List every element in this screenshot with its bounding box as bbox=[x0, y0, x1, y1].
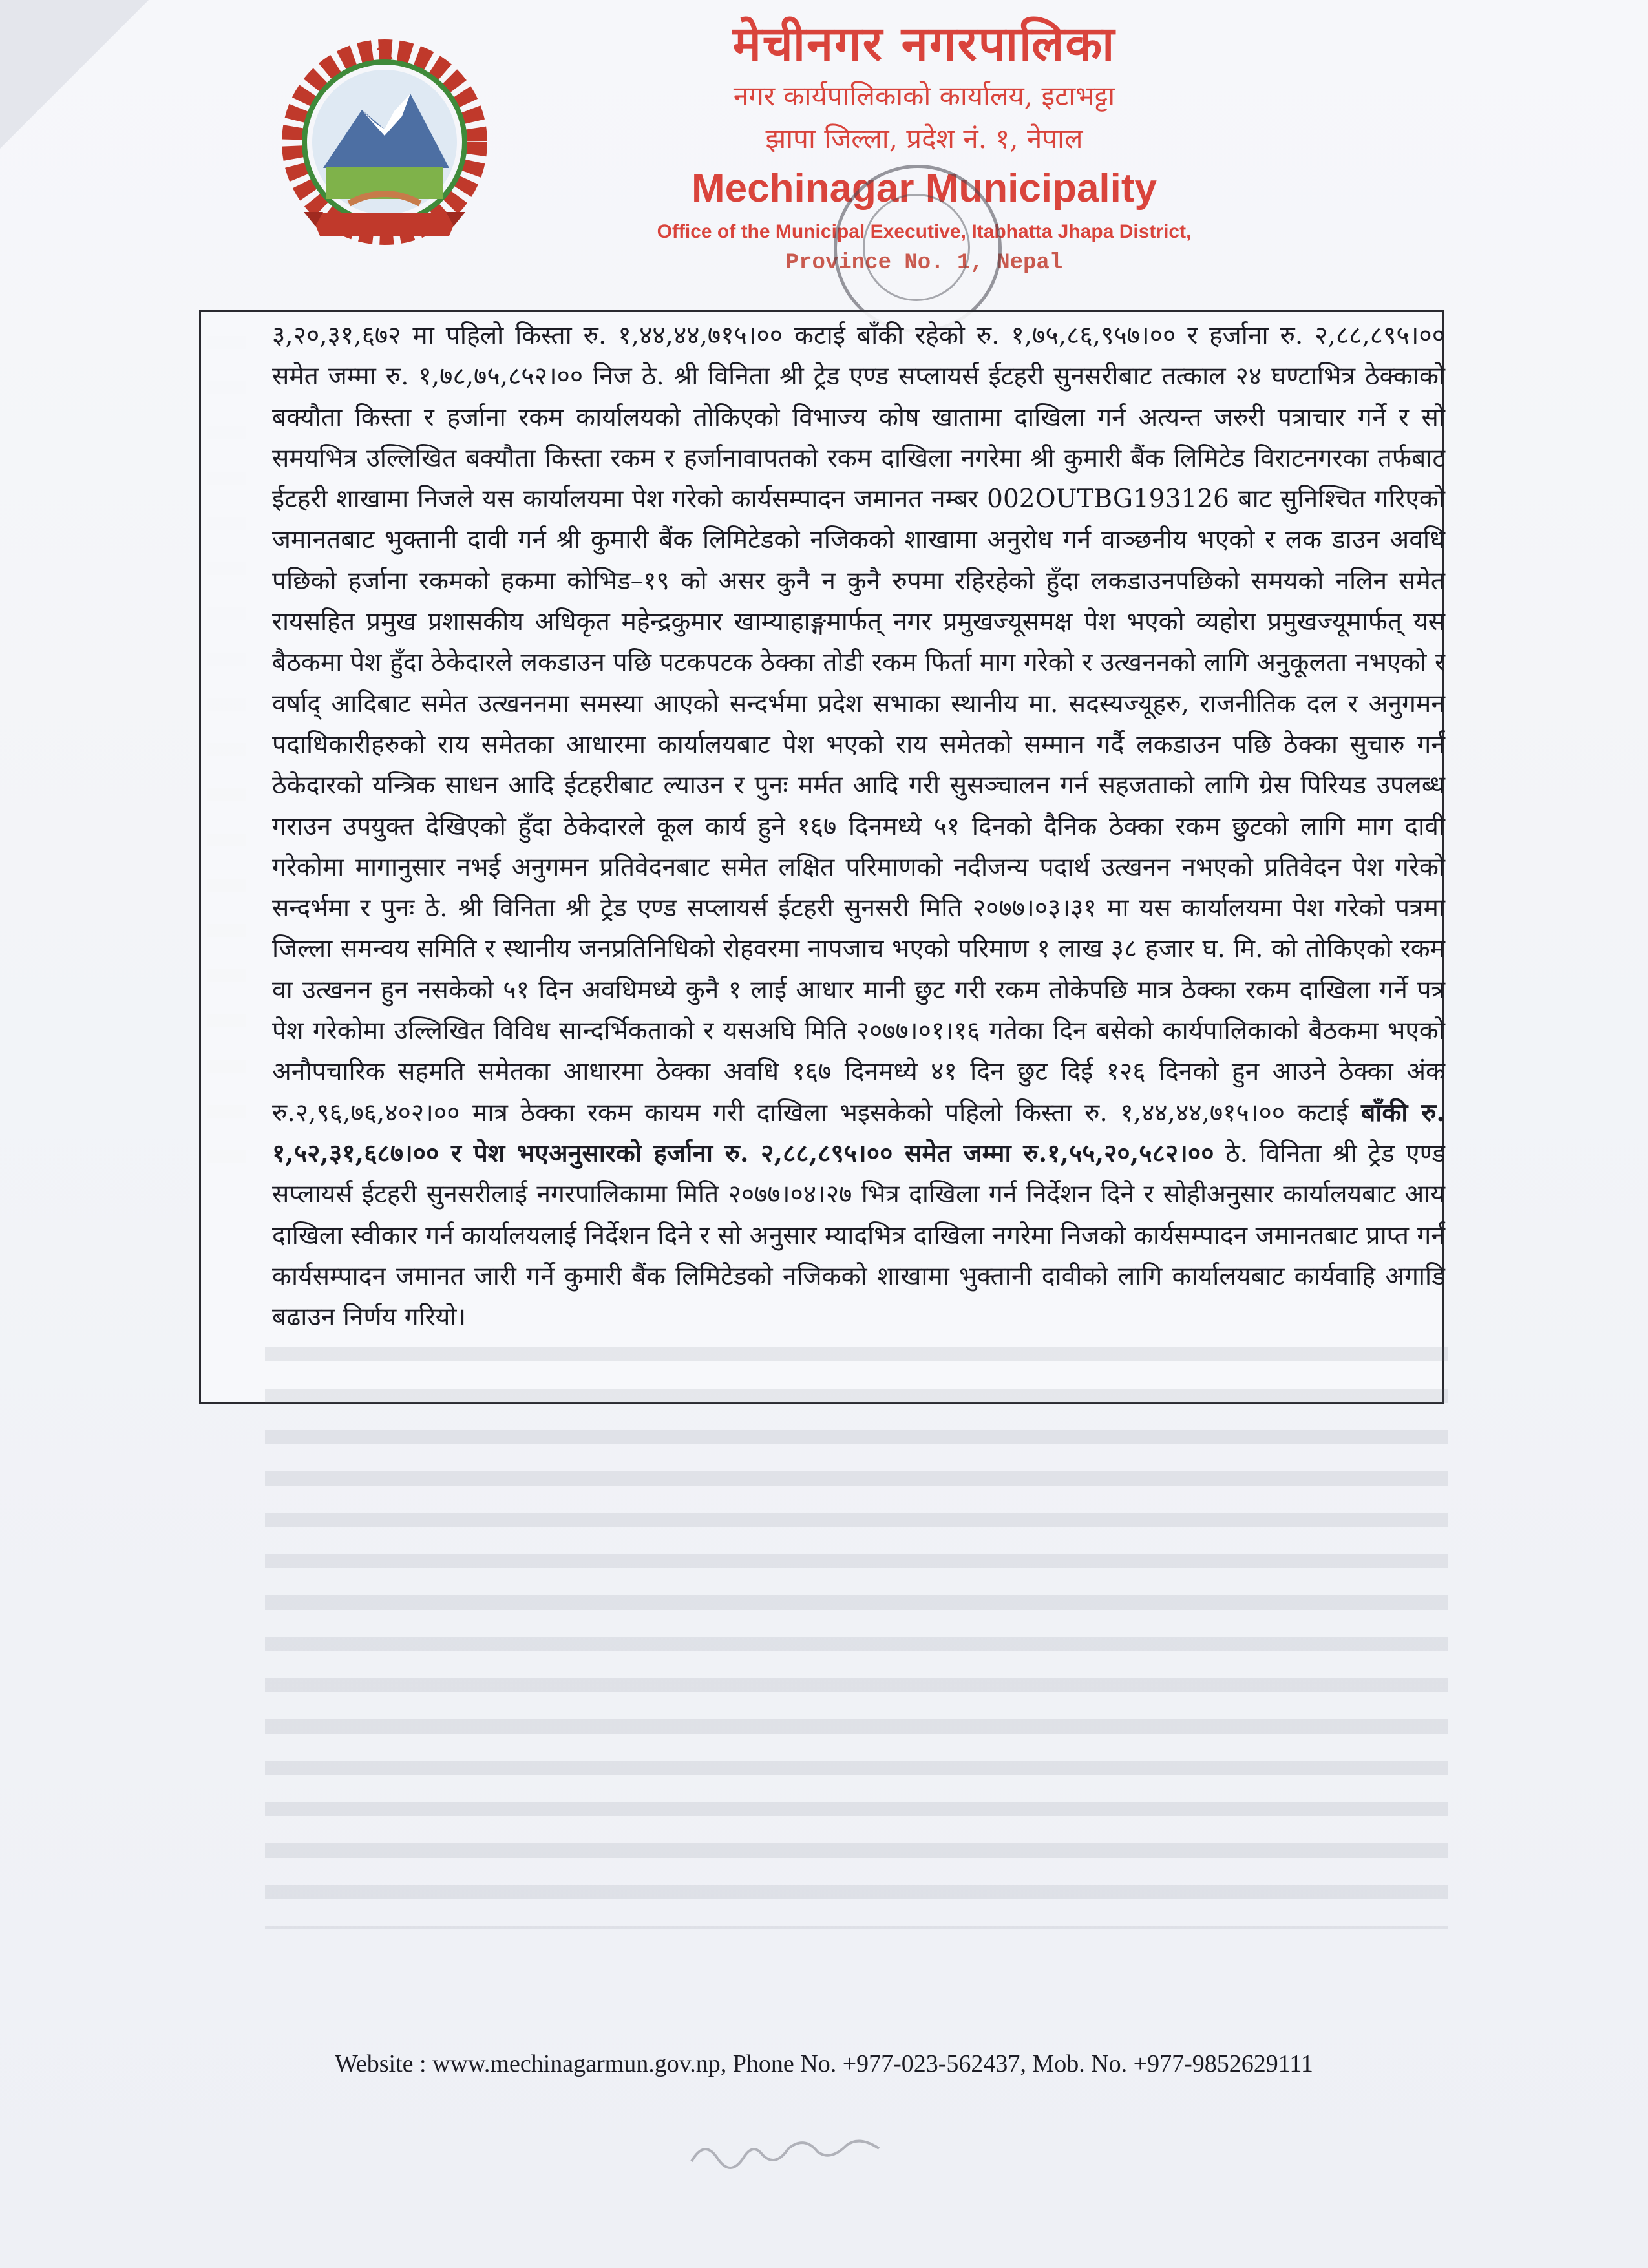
decision-paragraph bbox=[272, 315, 1445, 1338]
handwritten-signature-icon bbox=[685, 2132, 892, 2178]
province-line-english: Province No. 1, Nepal bbox=[785, 251, 1063, 275]
show-through-text-lower bbox=[265, 1347, 1448, 1929]
footer-contact: Website : www.mechinagarmun.gov.np, Phone No. +977-023-562437, Mob. No. +977-9852629111 bbox=[335, 2050, 1313, 2077]
office-stamp-icon bbox=[834, 165, 1002, 333]
municipality-title-nepali: मेचीनगर नगरपालिका bbox=[732, 16, 1116, 72]
office-line-nepali: नगर कार्यपालिकाको कार्यालय, इटाभट्टा bbox=[733, 80, 1115, 112]
decision-text-main: ३,२०,३१,६७२ मा पहिलो किस्ता रु. १,४४,४४,७१५।०० कटाई बाँकी रहेको रु. १,७५,८६,९५७।०० र हर्जाना रु. २,८८,८९५।०० समेत जम्मा रु. १,७८,७५,८५२।०० निज ठे. श्री विनिता श्री ट्रेड एण्ड सप्लायर्स ईटहरी सुनसरीबाट तत्काल २४ घण्टाभित्र ठेक्काको बक्यौता किस्ता र हर्जाना रकम कार्यालयको तोकिएको विभाज्य कोष खातामा दाखिला गर्न अत्यन्त जरुरी पत्राचार गर्ने र सो समयभित्र उल्लिखित बक्यौता किस्ता रकम र हर्जानावापतको रकम दाखिला नगरेमा श्री कुमारी बैंक लिमिटेड विराटनगरका तर्फबाट ईटहरी शाखामा निजले यस कार्यालयमा पेश गरेको कार्यसम्पादन जमानत नम्बर 002OUTBG193126 बाट सुनिश्चित गरिएको जमानतबाट भुक्तानी दावी गर्न श्री कुमारी बैंक लिमिटेडको नजिकको शाखामा अनुरोध गर्न वाञ्छनीय भएको र लक डाउन अवधि पछिको हर्जाना रकमको हकमा कोभिड–१९ को असर कुनै न कुनै रुपमा रहिरहेको हुँदा लकडाउनपछिको समयको नलिन समेत रायसहित प्रमुख प्रशासकीय अधिकृत महेन्द्रकुमार खाम्याहाङ्गमार्फत् नगर प्रमुखज्यूसमक्ष पेश भएको व्यहोरा प्रमुखज्यूमार्फत् यस बैठकमा पेश हुँदा ठेकेदारले लकडाउन पछि पटकपटक ठेक्का तोडी रकम फिर्ता माग गरेको र उत्खननको लागि अनुकूलता नभएको र वर्षाद् आदिबाट समेत उत्खननमा समस्या आएको सन्दर्भमा प्रदेश सभाका स्थानीय मा. सदस्यज्यूहरु, राजनीतिक दल र अनुगमन पदाधिकारीहरुको राय समेतका आधारमा कार्यालयबाट पेश भएको राय समेतको सम्मान गर्दै लकडाउन पछि ठेक्का सुचारु गर्न ठेकेदारको यन्त्रिक साधन आदि ईटहरीबाट ल्याउन र पुनः मर्मत आदि गरी सुसञ्चालन गर्न सहजताको लागि ग्रेस पिरियड उपलब्ध गराउन उपयुक्त देखिएको हुँदा ठेकेदारले कूल कार्य हुने १६७ दिनमध्ये ५१ दिनको दैनिक ठेक्का रकम छुटको लागि माग दावी गरेकोमा मागानुसार नभई अनुगमन प्रतिवेदनबाट समेत लक्षित परिमाणको नदीजन्य पदार्थ उत्खनन नभएको प्रतिवेदन पेश गरेको सन्दर्भमा र पुनः ठे. श्री विनिता श्री ट्रेड एण्ड सप्लायर्स ईटहरी सुनसरी मिति २०७७।०३।३१ मा यस कार्यालयमा पेश गरेको पत्रमा जिल्ला समन्वय समिति र स्थानीय जनप्रतिनिधिको रोहवरमा नापजाच भएको परिमाण १ लाख ३८ हजार घ. मि. को तोकिएको रकम वा उत्खनन हुन नसकेको ५१ दिन अवधिमध्ये कुनै १ लाई आधार मानी छुट गरी रकम तोकेपछि मात्र ठेक्का रकम दाखिला गर्ने पत्र पेश गरेकोमा उल्लिखित विविध सान्दर्भिकताको र यसअघि मिति २०७७।०१।१६ गतेका दिन बसेको कार्यपालिकाको बैठकमा भएको अनौपचारिक सहमति समेतका आधारमा ठेक्का अवधि १६७ दिनमध्ये ४१ दिन छुट दिई १२६ दिनको हुन आउने ठेक्का अंक रु.२,९६,७६,४०२।०० मात्र ठेक्का रकम कायम गरी दाखिला भइसकेको पहिलो किस्ता रु. १,४४,४४,७१५।०० कटाई bbox=[272, 321, 1445, 1128]
nepal-emblem-icon bbox=[265, 39, 504, 252]
address-line-nepali: झापा जिल्ला, प्रदेश नं. १, नेपाल bbox=[765, 123, 1083, 154]
decision-text-bold: बाँकी रु. १,५२,३१,६८७।०० र पेश भएअनुसारको हर्जाना रु. २,८८,८९५।०० समेत जम्मा रु.१,५५,२०,५८२।०० bbox=[272, 1097, 1445, 1168]
decision-text-end: ठे. विनिता श्री ट्रेड एण्ड सप्लायर्स ईटहरी सुनसरीलाई नगरपालिकामा मिति २०७७।०४।२७ भित्र दाखिला गर्न निर्देशन दिने र सोहीअनुसार कार्यालयबाट आय दाखिला स्वीकार गर्न कार्यालयलाई निर्देशन दिने र सो अनुसार म्यादभित्र दाखिला नगरेमा निजको कार्यसम्पादन जमानतबाट प्राप्त गर्न कार्यसम्पादन जमानत जारी गर्ने कुमारी बैंक लिमिटेडको नजिकको शाखामा भुक्तानी दावीको लागि कार्यालयबाट कार्यवाहि अगाडि बढाउन निर्णय गरियो। bbox=[272, 1139, 1445, 1332]
page-corner-fold bbox=[0, 0, 149, 149]
office-line-english: Office of the Municipal Executive, Itabhatta Jhapa District, bbox=[657, 221, 1192, 242]
decision-text-box bbox=[199, 310, 1444, 1404]
municipality-title-english: Mechinagar Municipality bbox=[691, 166, 1157, 211]
